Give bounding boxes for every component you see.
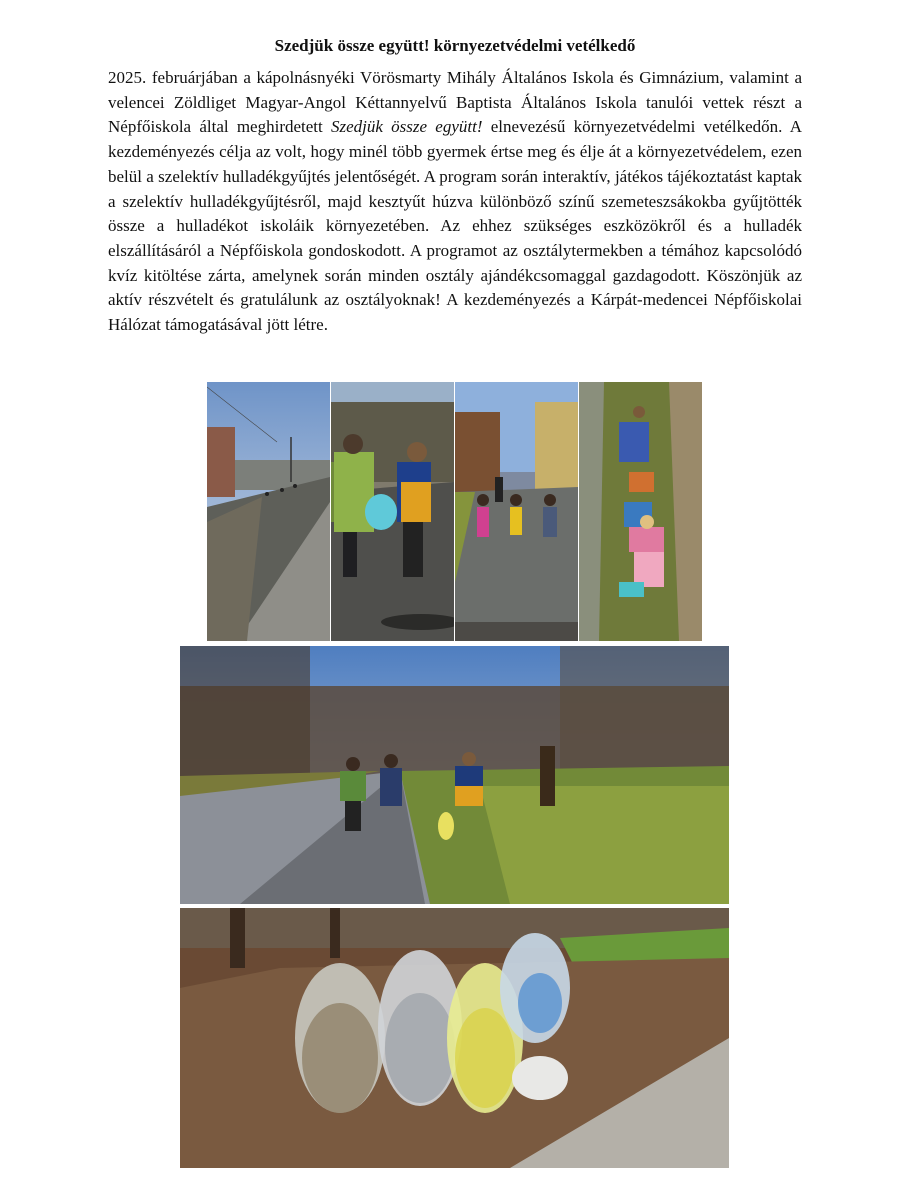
photo-children-picking-litter — [579, 382, 702, 641]
photo-roadside-collection — [180, 646, 729, 904]
paragraph-text-start: 2025. februárjában a kápolnásnyéki Vörösmarty Mihály Általános Iskola és Gimnázium, valamint a velencei Zöldliget Magyar-Angol Kéttannyelvű Baptista Általános Iskola tanulói vettek részt a Népfőiskola által meghirdetett — [108, 68, 802, 137]
paragraph-text-end: elnevezésű környezetvédelmi vetélkedőn. A kezdeményezés célja az volt, hogy minél több gyermek értse meg és élje át a környezetvédelem, ezen belül a szelektív hulladékgyűjtés jelentőségét. A program során interaktív, játékos tájékoztatást kaptak a szelektív hulladékgyűjtésről, majd kesztyűt húzva különböző színű szemeteszsákokba gyűjtötték össze a hulladékot iskoláik környezetében. Az ehhez szükséges eszközökről és a hulladék elszállításáról a Népfőiskola gondoskodott. A programot az osztálytermekben a témához kapcsolódó kvíz kitöltése zárta, amelynek során minden osztály ajándékcsomaggal gazdagodott. Köszönjük az aktív részvételt és gratulálunk az osztályoknak! A kezdeményezés a Kárpát-medencei Népfőiskolai Hálózat támogatásával jött létre. — [108, 117, 802, 335]
photo-street-cleanup — [207, 382, 330, 641]
photo-children-with-bags — [331, 382, 454, 641]
photo-collected-garbage-bags — [180, 908, 729, 1168]
photo-kids-walking-street — [455, 382, 578, 641]
document-title: Szedjük össze együtt! környezetvédelmi vetélkedő — [274, 36, 636, 55]
program-name-italic: Szedjük össze együtt! — [331, 117, 483, 137]
article-paragraph — [108, 66, 802, 338]
